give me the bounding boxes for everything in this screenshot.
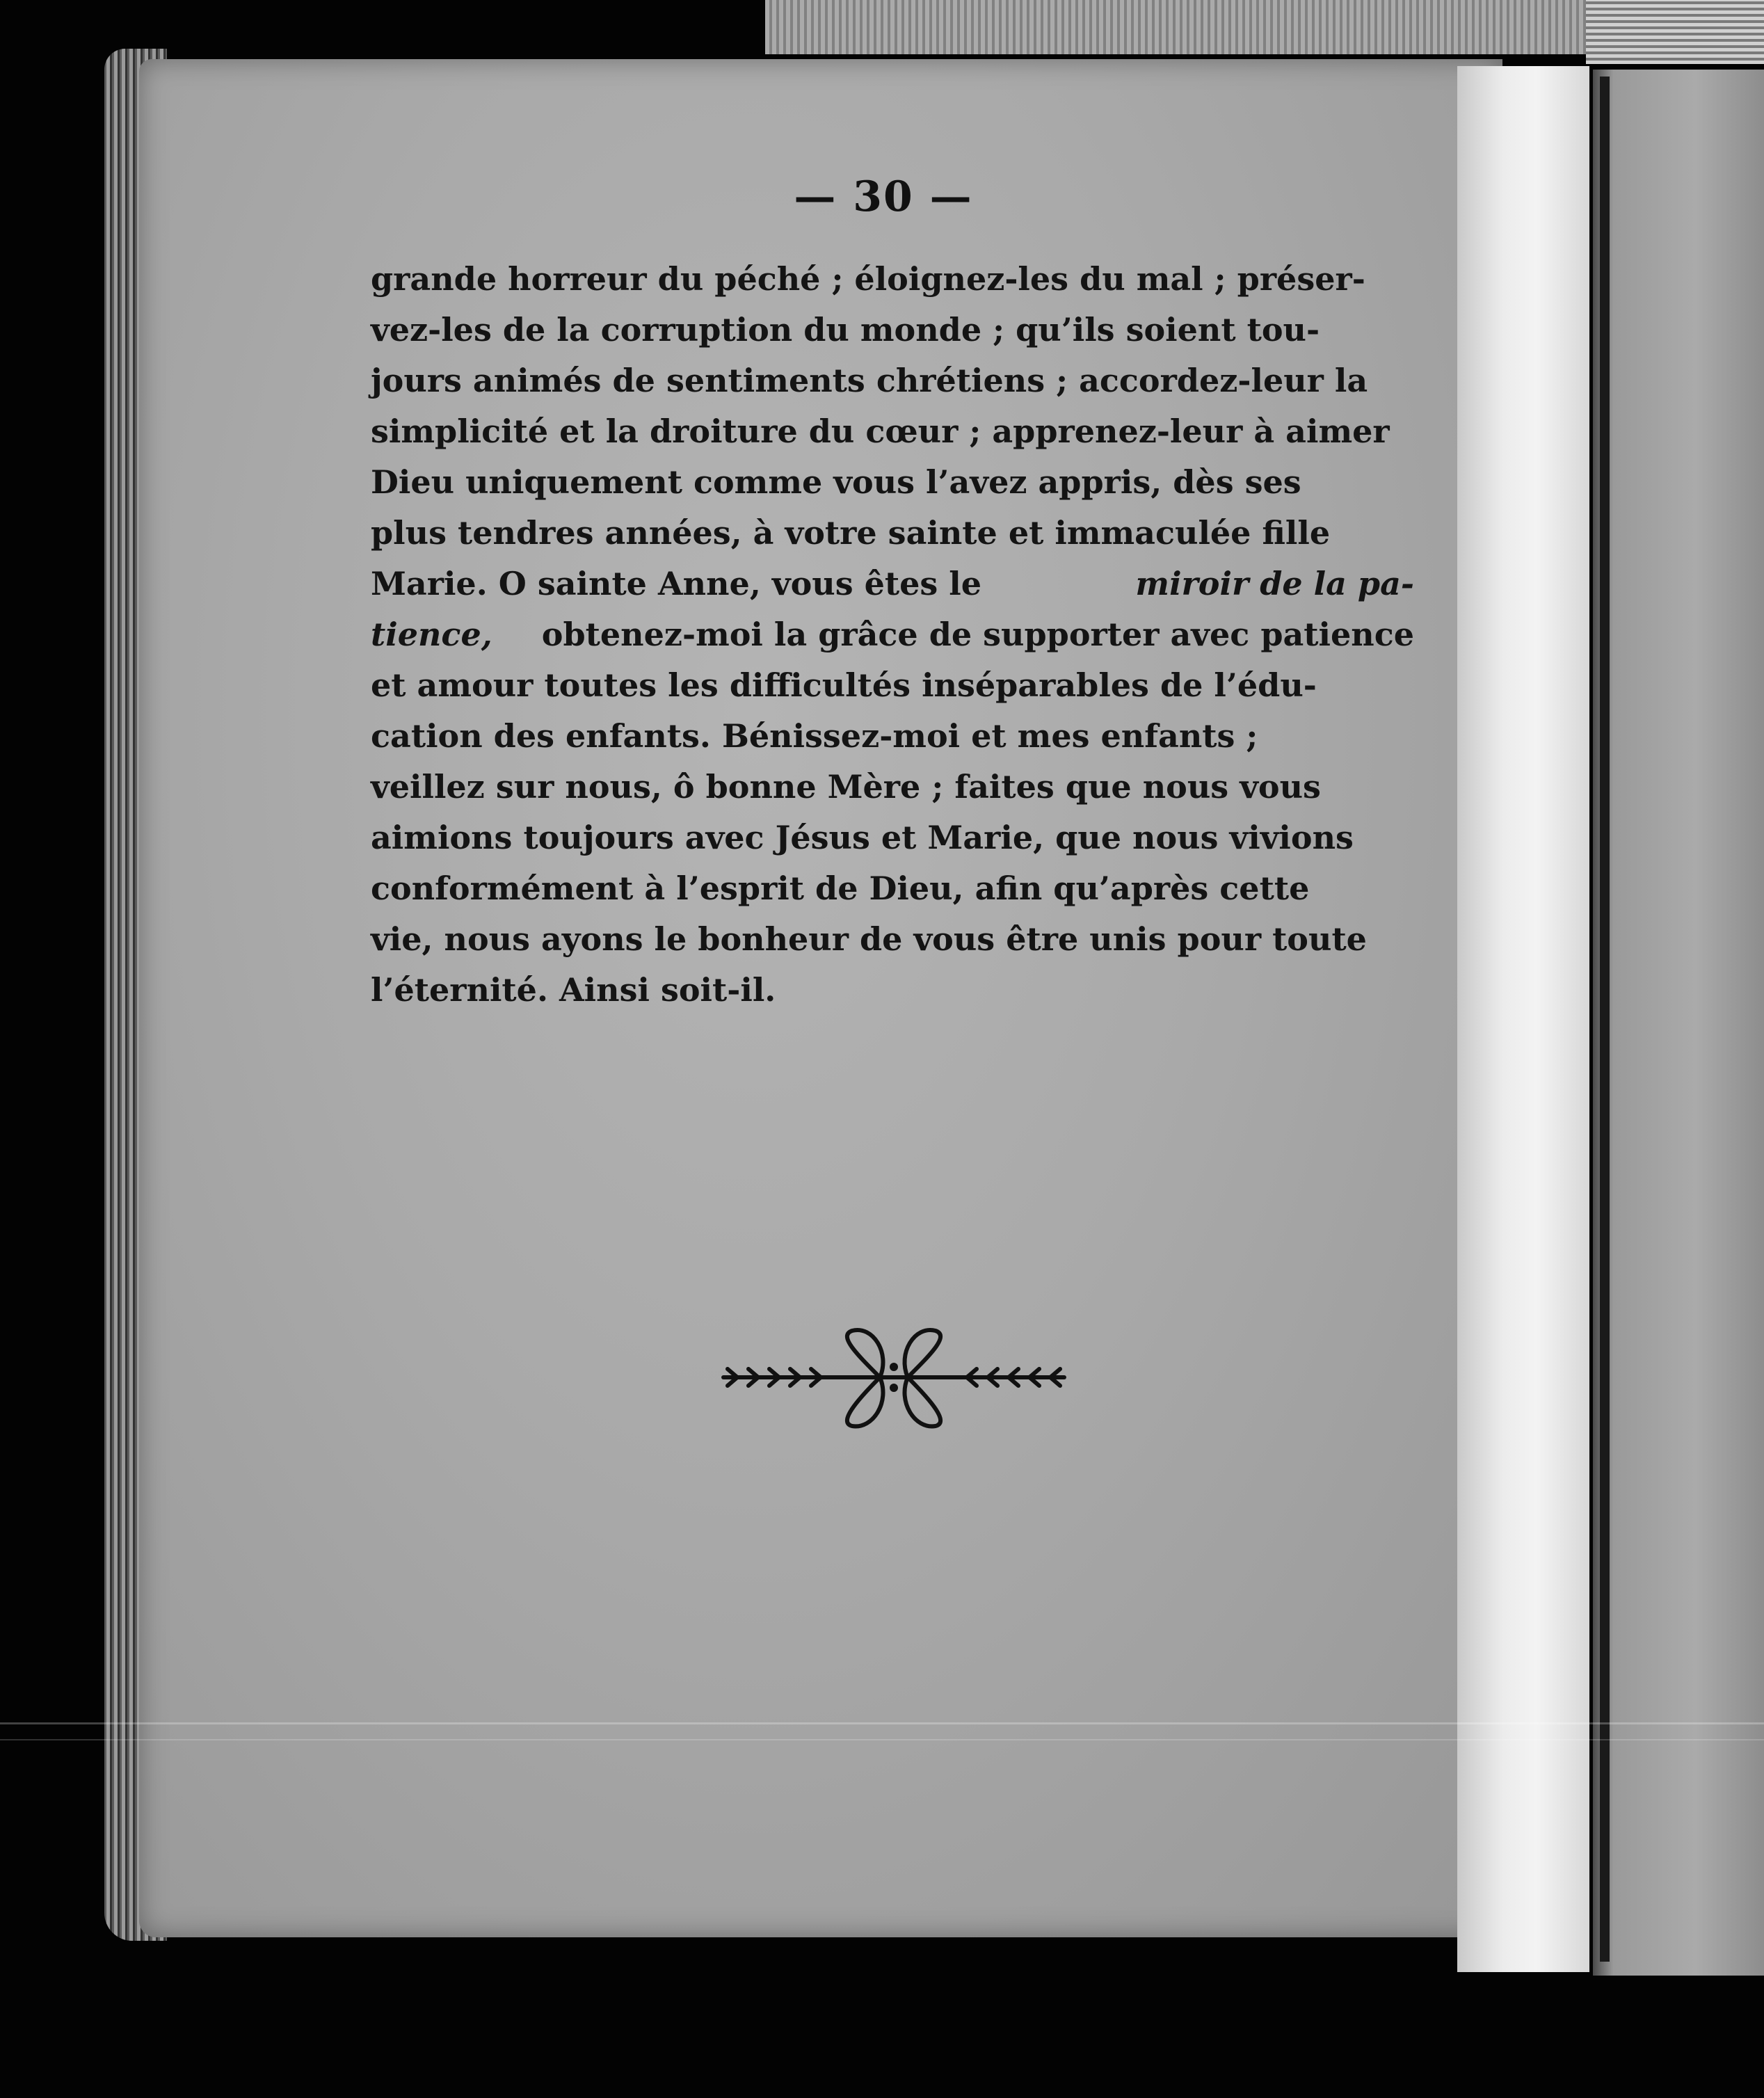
text-line-content: grande horreur du péché ; éloignez-les du mal ; préser- [371,260,1365,298]
page-number: — 30 — [794,173,973,221]
text-line-content: veillez sur nous, ô bonne Mère ; faites que nous vous [371,768,1321,806]
text-line [371,762,1414,812]
text-line-content: obtenez-moi la grâce de supporter avec patience [541,616,1414,653]
text-line [371,812,1414,863]
text-line [371,457,1414,508]
text-line [371,508,1414,559]
text-line-content: vez-les de la corruption du monde ; qu’ils soient tou- [371,311,1320,349]
prayer-text [371,254,1414,1016]
text-line-content: l’éternité. Ainsi soit-il. [371,971,776,1009]
text-line [371,609,1414,660]
text-line-content: jours animés de sentiments chrétiens ; accordez-leur la [371,362,1368,399]
text-line [371,965,1414,1016]
text-line-content: plus tendres années, à votre sainte et immaculée fille [371,514,1331,552]
text-line-italic: tience, [371,616,492,653]
text-line [371,863,1414,914]
scan-artifact-line-2 [0,1739,1764,1740]
text-line-content: simplicité et la droiture du cœur ; apprenez-leur à aimer [371,413,1390,450]
text-line-content: conformément à l’esprit de Dieu, afin qu’après cette [371,870,1310,907]
text-line-content: Marie. O sainte Anne, vous êtes le [371,565,982,602]
scan-artifact-line [0,1722,1764,1724]
text-line [371,660,1414,711]
text-line [371,711,1414,762]
top-gauze-corner [1586,0,1764,64]
text-line [371,355,1414,406]
text-line [371,305,1414,355]
text-line [371,914,1414,965]
fleuron-ornament-icon [716,1325,1071,1430]
text-line-content: cation des enfants. Bénissez-moi et mes enfants ; [371,717,1258,755]
right-page-edge [1600,77,1610,1962]
text-line-italic: miroir de la pa- [1135,565,1414,602]
text-line [371,254,1414,305]
text-line-content: Dieu uniquement comme vous l’avez appris, dès ses [371,463,1301,501]
right-book-page [1593,70,1764,1976]
text-line-content: et amour toutes les difficultés inséparables de l’édu- [371,666,1317,704]
text-line-content: aimions toujours avec Jésus et Marie, que nous vivions [371,819,1354,856]
text-line [371,559,1414,609]
text-line-content: vie, nous ayons le bonheur de vous être unis pour toute [371,920,1367,958]
text-line [371,406,1414,457]
book-gutter [1457,66,1589,1972]
